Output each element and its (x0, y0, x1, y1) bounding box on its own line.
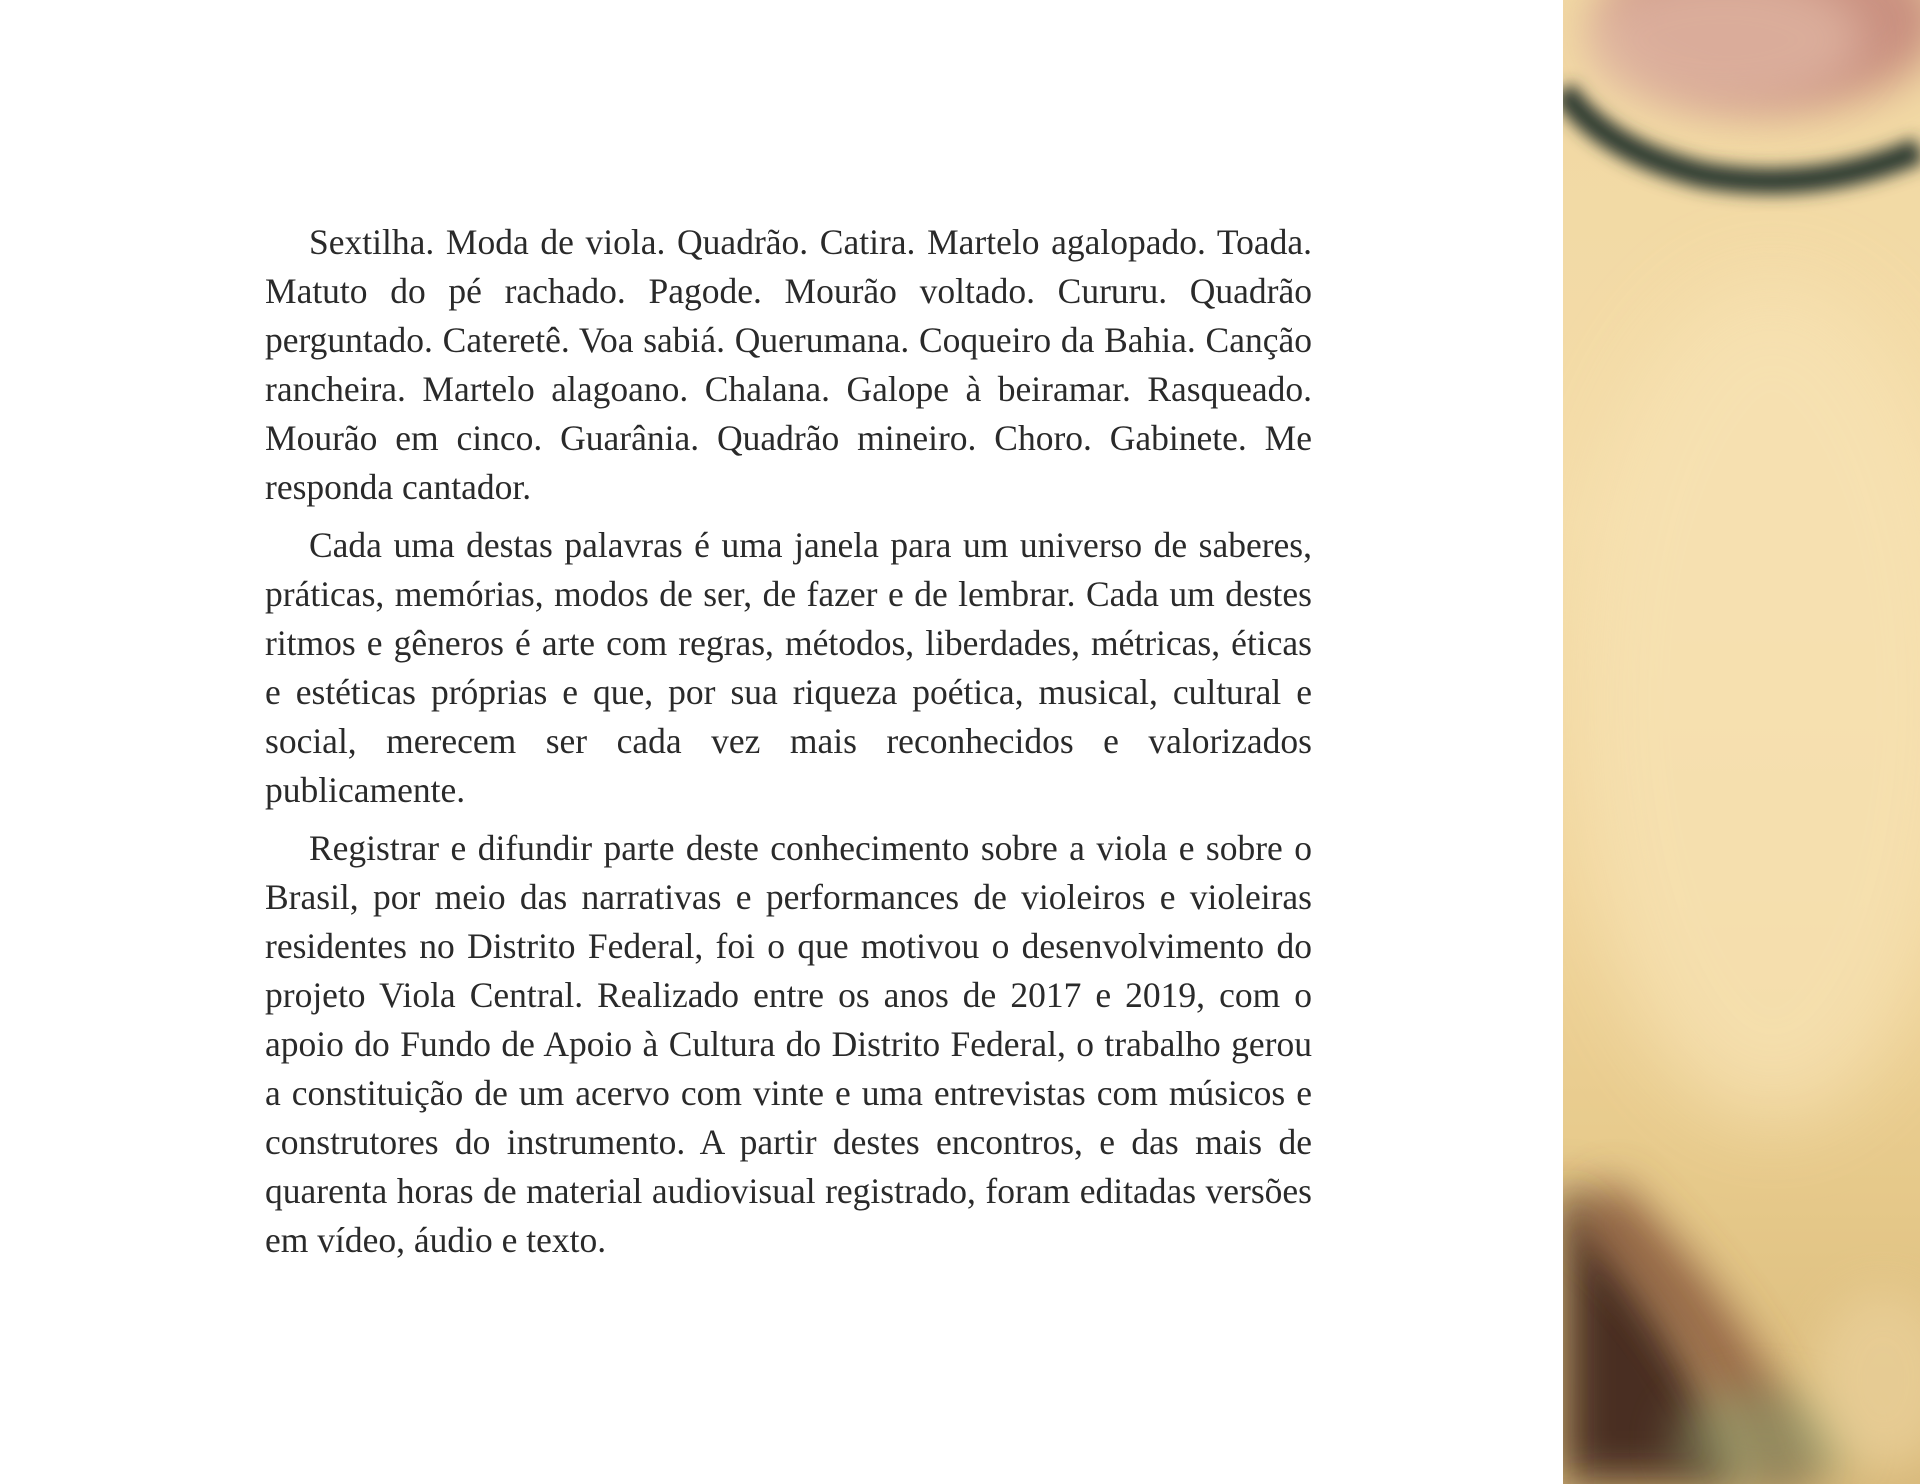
paragraph-universe: Cada uma destas palavras é uma janela para um universo de saberes, práticas, memórias, modos de ser, de fazer e de lembrar. Cada um destes ritmos e gêneros é arte com regras, métodos, liberdades, métricas, éticas e estéticas próprias e que, por sua riqueza poética, musical, cultural e social, merecem ser cada vez mais reconhecidos e valorizados publicamente. (265, 525, 1312, 810)
paragraph-project: Registrar e difundir parte deste conhecimento sobre a viola e sobre o Brasil, por meio das narrativas e performances de violeiros e violeiras residentes no Distrito Federal, foi o que motivou o desenvolvimento do projeto Viola Central. Realizado entre os anos de 2017 e 2019, com o apoio do Fundo de Apoio à Cultura do Distrito Federal, o trabalho gerou a constituição de um acervo com vinte e uma entrevistas com músicos e construtores do instrumento. A partir destes encontros, e das mais de quarenta horas de material audiovisual registrado, foram editadas versões em vídeo, áudio e texto. (265, 828, 1312, 1260)
body-text (265, 218, 1312, 1274)
guitar-photo-image (1563, 0, 1920, 1484)
guitar-photo (1563, 0, 1920, 1484)
paragraph-genres: Sextilha. Moda de viola. Quadrão. Catira. Martelo agalopado. Toada. Matuto do pé rachado. Pagode. Mourão voltado. Cururu. Quadrão perguntado. Cateretê. Voa sabiá. Querumana. Coqueiro da Bahia. Canção rancheira. Martelo alagoano. Chalana. Galope à beiramar. Rasqueado. Mourão em cinco. Guarânia. Quadrão mineiro. Choro. Gabinete. Me responda cantador. (265, 222, 1312, 507)
